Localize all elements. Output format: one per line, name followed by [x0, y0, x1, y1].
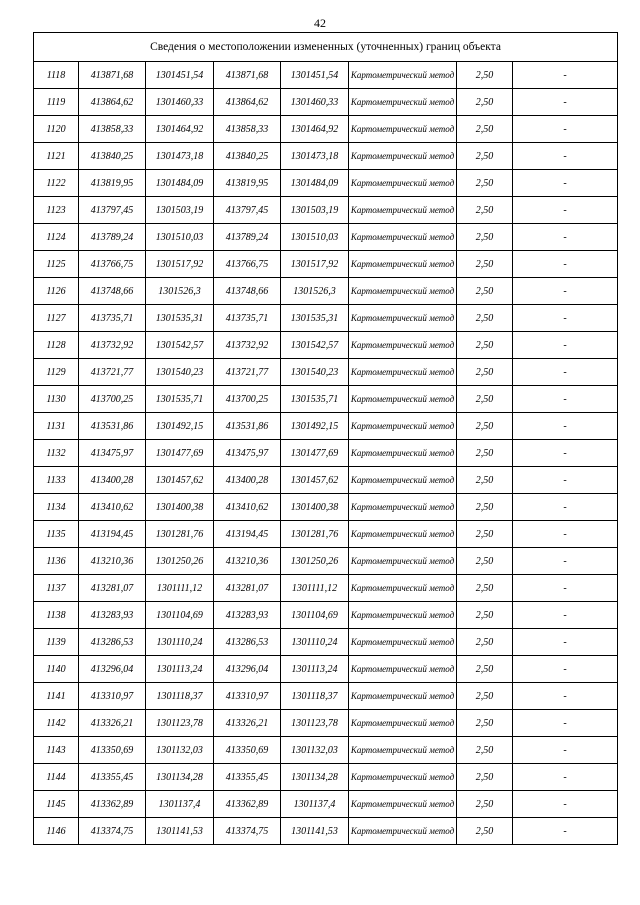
description-cell: - [513, 413, 618, 440]
y-existing-cell: 1301104,69 [146, 602, 214, 629]
x-updated-cell: 413374,75 [214, 818, 281, 845]
y-updated-cell: 1301118,37 [281, 683, 349, 710]
point-number-cell: 1144 [34, 764, 79, 791]
y-existing-cell: 1301540,23 [146, 359, 214, 386]
description-cell: - [513, 251, 618, 278]
point-number-cell: 1126 [34, 278, 79, 305]
point-number-cell: 1123 [34, 197, 79, 224]
table-row [34, 116, 618, 143]
y-updated-cell: 1301535,71 [281, 386, 349, 413]
x-updated-cell: 413735,71 [214, 305, 281, 332]
accuracy-cell: 2,50 [457, 278, 513, 305]
x-existing-cell: 413400,28 [79, 467, 146, 494]
table-row [34, 305, 618, 332]
method-cell: Картометрический метод [349, 548, 457, 575]
x-updated-cell: 413748,66 [214, 278, 281, 305]
x-updated-cell: 413283,93 [214, 602, 281, 629]
description-cell: - [513, 224, 618, 251]
y-updated-cell: 1301111,12 [281, 575, 349, 602]
y-existing-cell: 1301492,15 [146, 413, 214, 440]
x-updated-cell: 413296,04 [214, 656, 281, 683]
accuracy-cell: 2,50 [457, 332, 513, 359]
x-updated-cell: 413732,92 [214, 332, 281, 359]
method-cell: Картометрический метод [349, 629, 457, 656]
point-number-cell: 1134 [34, 494, 79, 521]
y-updated-cell: 1301137,4 [281, 791, 349, 818]
y-existing-cell: 1301132,03 [146, 737, 214, 764]
x-existing-cell: 413281,07 [79, 575, 146, 602]
x-existing-cell: 413766,75 [79, 251, 146, 278]
x-existing-cell: 413840,25 [79, 143, 146, 170]
method-cell: Картометрический метод [349, 818, 457, 845]
table-row [34, 251, 618, 278]
y-existing-cell: 1301464,92 [146, 116, 214, 143]
description-cell: - [513, 494, 618, 521]
method-cell: Картометрический метод [349, 602, 457, 629]
y-existing-cell: 1301451,54 [146, 62, 214, 89]
x-updated-cell: 413326,21 [214, 710, 281, 737]
x-existing-cell: 413326,21 [79, 710, 146, 737]
page-number: 42 [314, 16, 326, 30]
method-cell: Картометрический метод [349, 251, 457, 278]
y-updated-cell: 1301477,69 [281, 440, 349, 467]
x-updated-cell: 413286,53 [214, 629, 281, 656]
method-cell: Картометрический метод [349, 494, 457, 521]
method-cell: Картометрический метод [349, 116, 457, 143]
point-number-cell: 1127 [34, 305, 79, 332]
table-row [34, 143, 618, 170]
description-cell: - [513, 737, 618, 764]
method-cell: Картометрический метод [349, 305, 457, 332]
accuracy-cell: 2,50 [457, 737, 513, 764]
point-number-cell: 1118 [34, 62, 79, 89]
y-existing-cell: 1301134,28 [146, 764, 214, 791]
description-cell: - [513, 305, 618, 332]
x-existing-cell: 413721,77 [79, 359, 146, 386]
point-number-cell: 1131 [34, 413, 79, 440]
accuracy-cell: 2,50 [457, 170, 513, 197]
point-number-cell: 1128 [34, 332, 79, 359]
x-updated-cell: 413350,69 [214, 737, 281, 764]
y-updated-cell: 1301535,31 [281, 305, 349, 332]
y-existing-cell: 1301113,24 [146, 656, 214, 683]
point-number-cell: 1133 [34, 467, 79, 494]
y-updated-cell: 1301400,38 [281, 494, 349, 521]
point-number-cell: 1120 [34, 116, 79, 143]
table-row [34, 359, 618, 386]
y-updated-cell: 1301526,3 [281, 278, 349, 305]
method-cell: Картометрический метод [349, 521, 457, 548]
table-row [34, 440, 618, 467]
x-existing-cell: 413283,93 [79, 602, 146, 629]
description-cell: - [513, 548, 618, 575]
table-row [34, 170, 618, 197]
x-updated-cell: 413871,68 [214, 62, 281, 89]
accuracy-cell: 2,50 [457, 413, 513, 440]
x-updated-cell: 413210,36 [214, 548, 281, 575]
description-cell: - [513, 629, 618, 656]
x-existing-cell: 413864,62 [79, 89, 146, 116]
y-updated-cell: 1301132,03 [281, 737, 349, 764]
x-updated-cell: 413400,28 [214, 467, 281, 494]
y-updated-cell: 1301460,33 [281, 89, 349, 116]
x-updated-cell: 413355,45 [214, 764, 281, 791]
x-existing-cell: 413531,86 [79, 413, 146, 440]
y-existing-cell: 1301542,57 [146, 332, 214, 359]
point-number-cell: 1141 [34, 683, 79, 710]
accuracy-cell: 2,50 [457, 656, 513, 683]
table-row [34, 224, 618, 251]
y-existing-cell: 1301250,26 [146, 548, 214, 575]
accuracy-cell: 2,50 [457, 629, 513, 656]
method-cell: Картометрический метод [349, 170, 457, 197]
accuracy-cell: 2,50 [457, 764, 513, 791]
description-cell: - [513, 791, 618, 818]
description-cell: - [513, 575, 618, 602]
accuracy-cell: 2,50 [457, 683, 513, 710]
x-existing-cell: 413374,75 [79, 818, 146, 845]
y-existing-cell: 1301473,18 [146, 143, 214, 170]
accuracy-cell: 2,50 [457, 467, 513, 494]
y-existing-cell: 1301110,24 [146, 629, 214, 656]
accuracy-cell: 2,50 [457, 224, 513, 251]
x-existing-cell: 413871,68 [79, 62, 146, 89]
table-row [34, 602, 618, 629]
x-existing-cell: 413310,97 [79, 683, 146, 710]
point-number-cell: 1146 [34, 818, 79, 845]
method-cell: Картометрический метод [349, 737, 457, 764]
y-updated-cell: 1301110,24 [281, 629, 349, 656]
x-updated-cell: 413840,25 [214, 143, 281, 170]
description-cell: - [513, 278, 618, 305]
point-number-cell: 1124 [34, 224, 79, 251]
x-updated-cell: 413721,77 [214, 359, 281, 386]
x-updated-cell: 413858,33 [214, 116, 281, 143]
y-existing-cell: 1301526,3 [146, 278, 214, 305]
y-updated-cell: 1301492,15 [281, 413, 349, 440]
y-updated-cell: 1301503,19 [281, 197, 349, 224]
x-updated-cell: 413797,45 [214, 197, 281, 224]
y-existing-cell: 1301137,4 [146, 791, 214, 818]
y-existing-cell: 1301281,76 [146, 521, 214, 548]
description-cell: - [513, 440, 618, 467]
table-row [34, 494, 618, 521]
y-updated-cell: 1301104,69 [281, 602, 349, 629]
point-number-cell: 1140 [34, 656, 79, 683]
point-number-cell: 1145 [34, 791, 79, 818]
description-cell: - [513, 170, 618, 197]
y-updated-cell: 1301281,76 [281, 521, 349, 548]
x-updated-cell: 413819,95 [214, 170, 281, 197]
method-cell: Картометрический метод [349, 62, 457, 89]
accuracy-cell: 2,50 [457, 818, 513, 845]
y-existing-cell: 1301535,71 [146, 386, 214, 413]
method-cell: Картометрический метод [349, 575, 457, 602]
method-cell: Картометрический метод [349, 467, 457, 494]
x-updated-cell: 413766,75 [214, 251, 281, 278]
y-updated-cell: 1301510,03 [281, 224, 349, 251]
x-existing-cell: 413194,45 [79, 521, 146, 548]
x-existing-cell: 413819,95 [79, 170, 146, 197]
x-existing-cell: 413475,97 [79, 440, 146, 467]
point-number-cell: 1143 [34, 737, 79, 764]
accuracy-cell: 2,50 [457, 62, 513, 89]
point-number-cell: 1136 [34, 548, 79, 575]
method-cell: Картометрический метод [349, 224, 457, 251]
x-existing-cell: 413362,89 [79, 791, 146, 818]
x-existing-cell: 413700,25 [79, 386, 146, 413]
description-cell: - [513, 116, 618, 143]
description-cell: - [513, 197, 618, 224]
y-updated-cell: 1301464,92 [281, 116, 349, 143]
x-existing-cell: 413410,62 [79, 494, 146, 521]
point-number-cell: 1138 [34, 602, 79, 629]
method-cell: Картометрический метод [349, 143, 457, 170]
method-cell: Картометрический метод [349, 440, 457, 467]
y-existing-cell: 1301123,78 [146, 710, 214, 737]
x-updated-cell: 413310,97 [214, 683, 281, 710]
table-row [34, 710, 618, 737]
y-updated-cell: 1301542,57 [281, 332, 349, 359]
accuracy-cell: 2,50 [457, 116, 513, 143]
table-row [34, 737, 618, 764]
method-cell: Картометрический метод [349, 656, 457, 683]
table-row [34, 791, 618, 818]
x-existing-cell: 413210,36 [79, 548, 146, 575]
table-row [34, 467, 618, 494]
table-row [34, 629, 618, 656]
table-row [34, 278, 618, 305]
description-cell: - [513, 332, 618, 359]
boundary-coordinates-table [33, 32, 618, 845]
description-cell: - [513, 683, 618, 710]
y-updated-cell: 1301250,26 [281, 548, 349, 575]
table-body [34, 62, 618, 845]
method-cell: Картометрический метод [349, 332, 457, 359]
accuracy-cell: 2,50 [457, 710, 513, 737]
y-existing-cell: 1301517,92 [146, 251, 214, 278]
y-existing-cell: 1301118,37 [146, 683, 214, 710]
point-number-cell: 1132 [34, 440, 79, 467]
description-cell: - [513, 89, 618, 116]
point-number-cell: 1135 [34, 521, 79, 548]
method-cell: Картометрический метод [349, 683, 457, 710]
x-updated-cell: 413700,25 [214, 386, 281, 413]
point-number-cell: 1125 [34, 251, 79, 278]
accuracy-cell: 2,50 [457, 575, 513, 602]
y-updated-cell: 1301484,09 [281, 170, 349, 197]
method-cell: Картометрический метод [349, 278, 457, 305]
point-number-cell: 1121 [34, 143, 79, 170]
table-title-row [34, 33, 618, 62]
table-row [34, 197, 618, 224]
point-number-cell: 1129 [34, 359, 79, 386]
table-row [34, 521, 618, 548]
y-updated-cell: 1301517,92 [281, 251, 349, 278]
x-existing-cell: 413732,92 [79, 332, 146, 359]
description-cell: - [513, 710, 618, 737]
description-cell: - [513, 764, 618, 791]
description-cell: - [513, 818, 618, 845]
method-cell: Картометрический метод [349, 791, 457, 818]
point-number-cell: 1119 [34, 89, 79, 116]
point-number-cell: 1130 [34, 386, 79, 413]
table-row [34, 818, 618, 845]
y-existing-cell: 1301484,09 [146, 170, 214, 197]
y-existing-cell: 1301535,31 [146, 305, 214, 332]
y-updated-cell: 1301451,54 [281, 62, 349, 89]
accuracy-cell: 2,50 [457, 251, 513, 278]
y-existing-cell: 1301503,19 [146, 197, 214, 224]
x-existing-cell: 413296,04 [79, 656, 146, 683]
accuracy-cell: 2,50 [457, 359, 513, 386]
x-updated-cell: 413410,62 [214, 494, 281, 521]
y-updated-cell: 1301134,28 [281, 764, 349, 791]
x-existing-cell: 413350,69 [79, 737, 146, 764]
description-cell: - [513, 656, 618, 683]
method-cell: Картометрический метод [349, 413, 457, 440]
table-row [34, 89, 618, 116]
y-updated-cell: 1301473,18 [281, 143, 349, 170]
x-updated-cell: 413531,86 [214, 413, 281, 440]
description-cell: - [513, 602, 618, 629]
accuracy-cell: 2,50 [457, 440, 513, 467]
accuracy-cell: 2,50 [457, 197, 513, 224]
x-updated-cell: 413362,89 [214, 791, 281, 818]
x-existing-cell: 413286,53 [79, 629, 146, 656]
x-existing-cell: 413797,45 [79, 197, 146, 224]
table-row [34, 386, 618, 413]
point-number-cell: 1139 [34, 629, 79, 656]
method-cell: Картометрический метод [349, 710, 457, 737]
description-cell: - [513, 521, 618, 548]
x-existing-cell: 413735,71 [79, 305, 146, 332]
table-row [34, 656, 618, 683]
accuracy-cell: 2,50 [457, 521, 513, 548]
x-updated-cell: 413475,97 [214, 440, 281, 467]
y-existing-cell: 1301477,69 [146, 440, 214, 467]
table-row [34, 413, 618, 440]
y-updated-cell: 1301141,53 [281, 818, 349, 845]
table-row [34, 683, 618, 710]
description-cell: - [513, 359, 618, 386]
table-title: Сведения о местоположении измененных (уточненных) границ объекта [34, 33, 618, 62]
table-row [34, 548, 618, 575]
x-updated-cell: 413789,24 [214, 224, 281, 251]
accuracy-cell: 2,50 [457, 548, 513, 575]
accuracy-cell: 2,50 [457, 89, 513, 116]
table-row [34, 62, 618, 89]
y-updated-cell: 1301113,24 [281, 656, 349, 683]
y-updated-cell: 1301123,78 [281, 710, 349, 737]
accuracy-cell: 2,50 [457, 143, 513, 170]
accuracy-cell: 2,50 [457, 494, 513, 521]
x-updated-cell: 413864,62 [214, 89, 281, 116]
x-existing-cell: 413355,45 [79, 764, 146, 791]
x-existing-cell: 413748,66 [79, 278, 146, 305]
method-cell: Картометрический метод [349, 89, 457, 116]
method-cell: Картометрический метод [349, 386, 457, 413]
y-existing-cell: 1301141,53 [146, 818, 214, 845]
y-existing-cell: 1301111,12 [146, 575, 214, 602]
accuracy-cell: 2,50 [457, 791, 513, 818]
x-existing-cell: 413789,24 [79, 224, 146, 251]
x-existing-cell: 413858,33 [79, 116, 146, 143]
point-number-cell: 1142 [34, 710, 79, 737]
x-updated-cell: 413281,07 [214, 575, 281, 602]
description-cell: - [513, 143, 618, 170]
accuracy-cell: 2,50 [457, 602, 513, 629]
y-existing-cell: 1301400,38 [146, 494, 214, 521]
y-updated-cell: 1301457,62 [281, 467, 349, 494]
y-existing-cell: 1301460,33 [146, 89, 214, 116]
method-cell: Картометрический метод [349, 197, 457, 224]
y-existing-cell: 1301510,03 [146, 224, 214, 251]
point-number-cell: 1122 [34, 170, 79, 197]
accuracy-cell: 2,50 [457, 386, 513, 413]
method-cell: Картометрический метод [349, 764, 457, 791]
point-number-cell: 1137 [34, 575, 79, 602]
y-updated-cell: 1301540,23 [281, 359, 349, 386]
accuracy-cell: 2,50 [457, 305, 513, 332]
description-cell: - [513, 467, 618, 494]
method-cell: Картометрический метод [349, 359, 457, 386]
table-row [34, 575, 618, 602]
y-existing-cell: 1301457,62 [146, 467, 214, 494]
x-updated-cell: 413194,45 [214, 521, 281, 548]
description-cell: - [513, 386, 618, 413]
table-row [34, 764, 618, 791]
table-row [34, 332, 618, 359]
description-cell: - [513, 62, 618, 89]
